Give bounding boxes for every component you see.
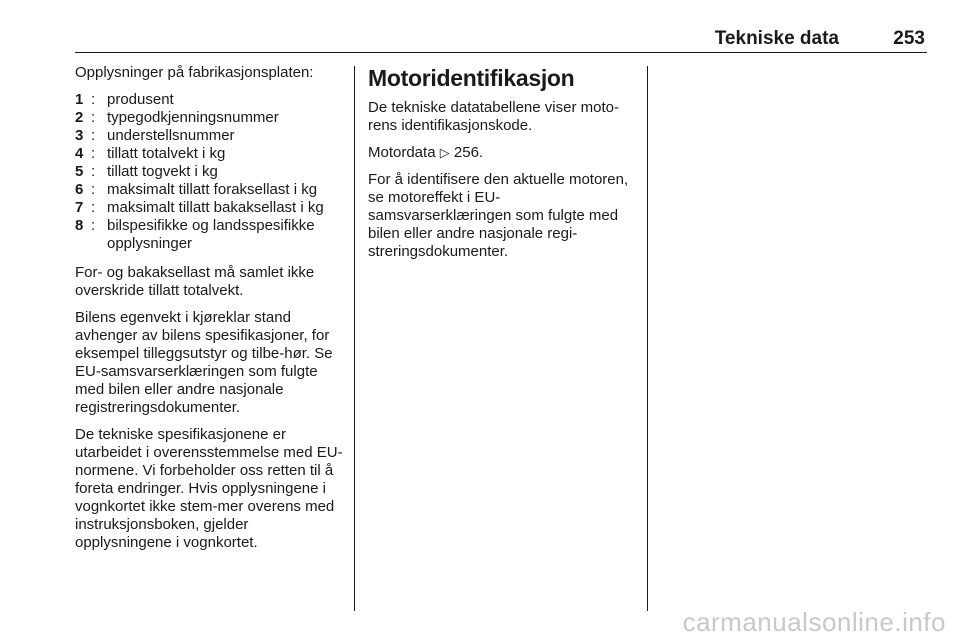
list-item bbox=[75, 181, 347, 199]
watermark: carmanualsonline.info bbox=[682, 607, 946, 637]
item-number: 2 bbox=[75, 109, 84, 126]
item-separator: : bbox=[91, 145, 96, 162]
plate-spec-list bbox=[75, 91, 347, 253]
list-item bbox=[75, 163, 347, 181]
item-text: bilspesifikke og landsspesifikke opplysninger bbox=[107, 217, 315, 252]
list-item bbox=[75, 145, 347, 163]
left-column bbox=[75, 64, 347, 561]
item-text: maksimalt tillatt foraksellast i kg bbox=[107, 181, 318, 198]
item-text: tillatt togvekt i kg bbox=[107, 163, 218, 180]
page-title: Tekniske data bbox=[714, 28, 839, 49]
engine-identify-paragraph: For å identifisere den aktuelle motoren, se motoreffekt i EU-samsvarserklæringen som fulgte med bilen eller andre nasjonale regi-streringsdokumenter. bbox=[368, 171, 629, 260]
reference-label: Motordata bbox=[368, 144, 436, 161]
item-separator: : bbox=[91, 127, 96, 144]
axle-load-paragraph: For- og bakaksellast må samlet ikke overskride tillatt totalvekt. bbox=[75, 264, 315, 299]
engine-id-paragraph: De tekniske datatabellene viser moto-rens identifikasjonskode. bbox=[368, 99, 619, 134]
page-header bbox=[75, 26, 927, 53]
item-separator: : bbox=[91, 181, 96, 198]
item-text: maksimalt tillatt bakaksellast i kg bbox=[107, 199, 324, 216]
list-item bbox=[75, 91, 347, 109]
item-number: 5 bbox=[75, 163, 84, 180]
right-column bbox=[368, 64, 640, 270]
column-divider-left bbox=[354, 66, 355, 611]
spec-notice-paragraph: De tekniske spesifikasjonene er utarbeidet i overensstemmelse med EU-normene. Vi forbeholder oss retten til å foreta endringer. Hvis opplysningene i vognkortet ikke stem-mer overens med instruksjonsboken, gjelder opplysningene i vognkortet. bbox=[75, 426, 343, 551]
list-item bbox=[75, 127, 347, 145]
item-separator: : bbox=[91, 199, 96, 216]
item-separator: : bbox=[91, 91, 96, 108]
plate-intro: Opplysninger på fabrikasjonsplaten: bbox=[75, 64, 314, 81]
item-text: tillatt totalvekt i kg bbox=[107, 145, 226, 162]
item-number: 3 bbox=[75, 127, 84, 144]
list-item bbox=[75, 109, 347, 127]
page-number: 253 bbox=[893, 28, 925, 49]
item-separator: : bbox=[91, 217, 96, 234]
section-heading: Motoridentifikasjon bbox=[368, 65, 575, 91]
item-text: understellsnummer bbox=[107, 127, 235, 144]
item-text: typegodkjenningsnummer bbox=[107, 109, 279, 126]
reference-arrow-icon: ▷ bbox=[439, 145, 450, 160]
item-number: 6 bbox=[75, 181, 84, 198]
engine-data-reference bbox=[368, 144, 640, 162]
item-separator: : bbox=[91, 109, 96, 126]
list-item bbox=[75, 199, 347, 217]
item-number: 4 bbox=[75, 145, 84, 162]
item-number: 7 bbox=[75, 199, 84, 216]
curb-weight-paragraph: Bilens egenvekt i kjøreklar stand avhenger av bilens spesifikasjoner, for eksempel tilleggsutstyr og tilbe-hør. Se EU-samsvarserklæringen som fulgte med bilen eller andre nasjonale registreringsdokumenter. bbox=[75, 309, 333, 416]
list-item bbox=[75, 217, 347, 253]
item-separator: : bbox=[91, 163, 96, 180]
item-text: produsent bbox=[107, 91, 174, 108]
reference-page-link[interactable]: 256. bbox=[453, 144, 484, 161]
item-number: 8 bbox=[75, 217, 84, 234]
column-divider-right bbox=[647, 66, 648, 611]
item-number: 1 bbox=[75, 91, 84, 108]
